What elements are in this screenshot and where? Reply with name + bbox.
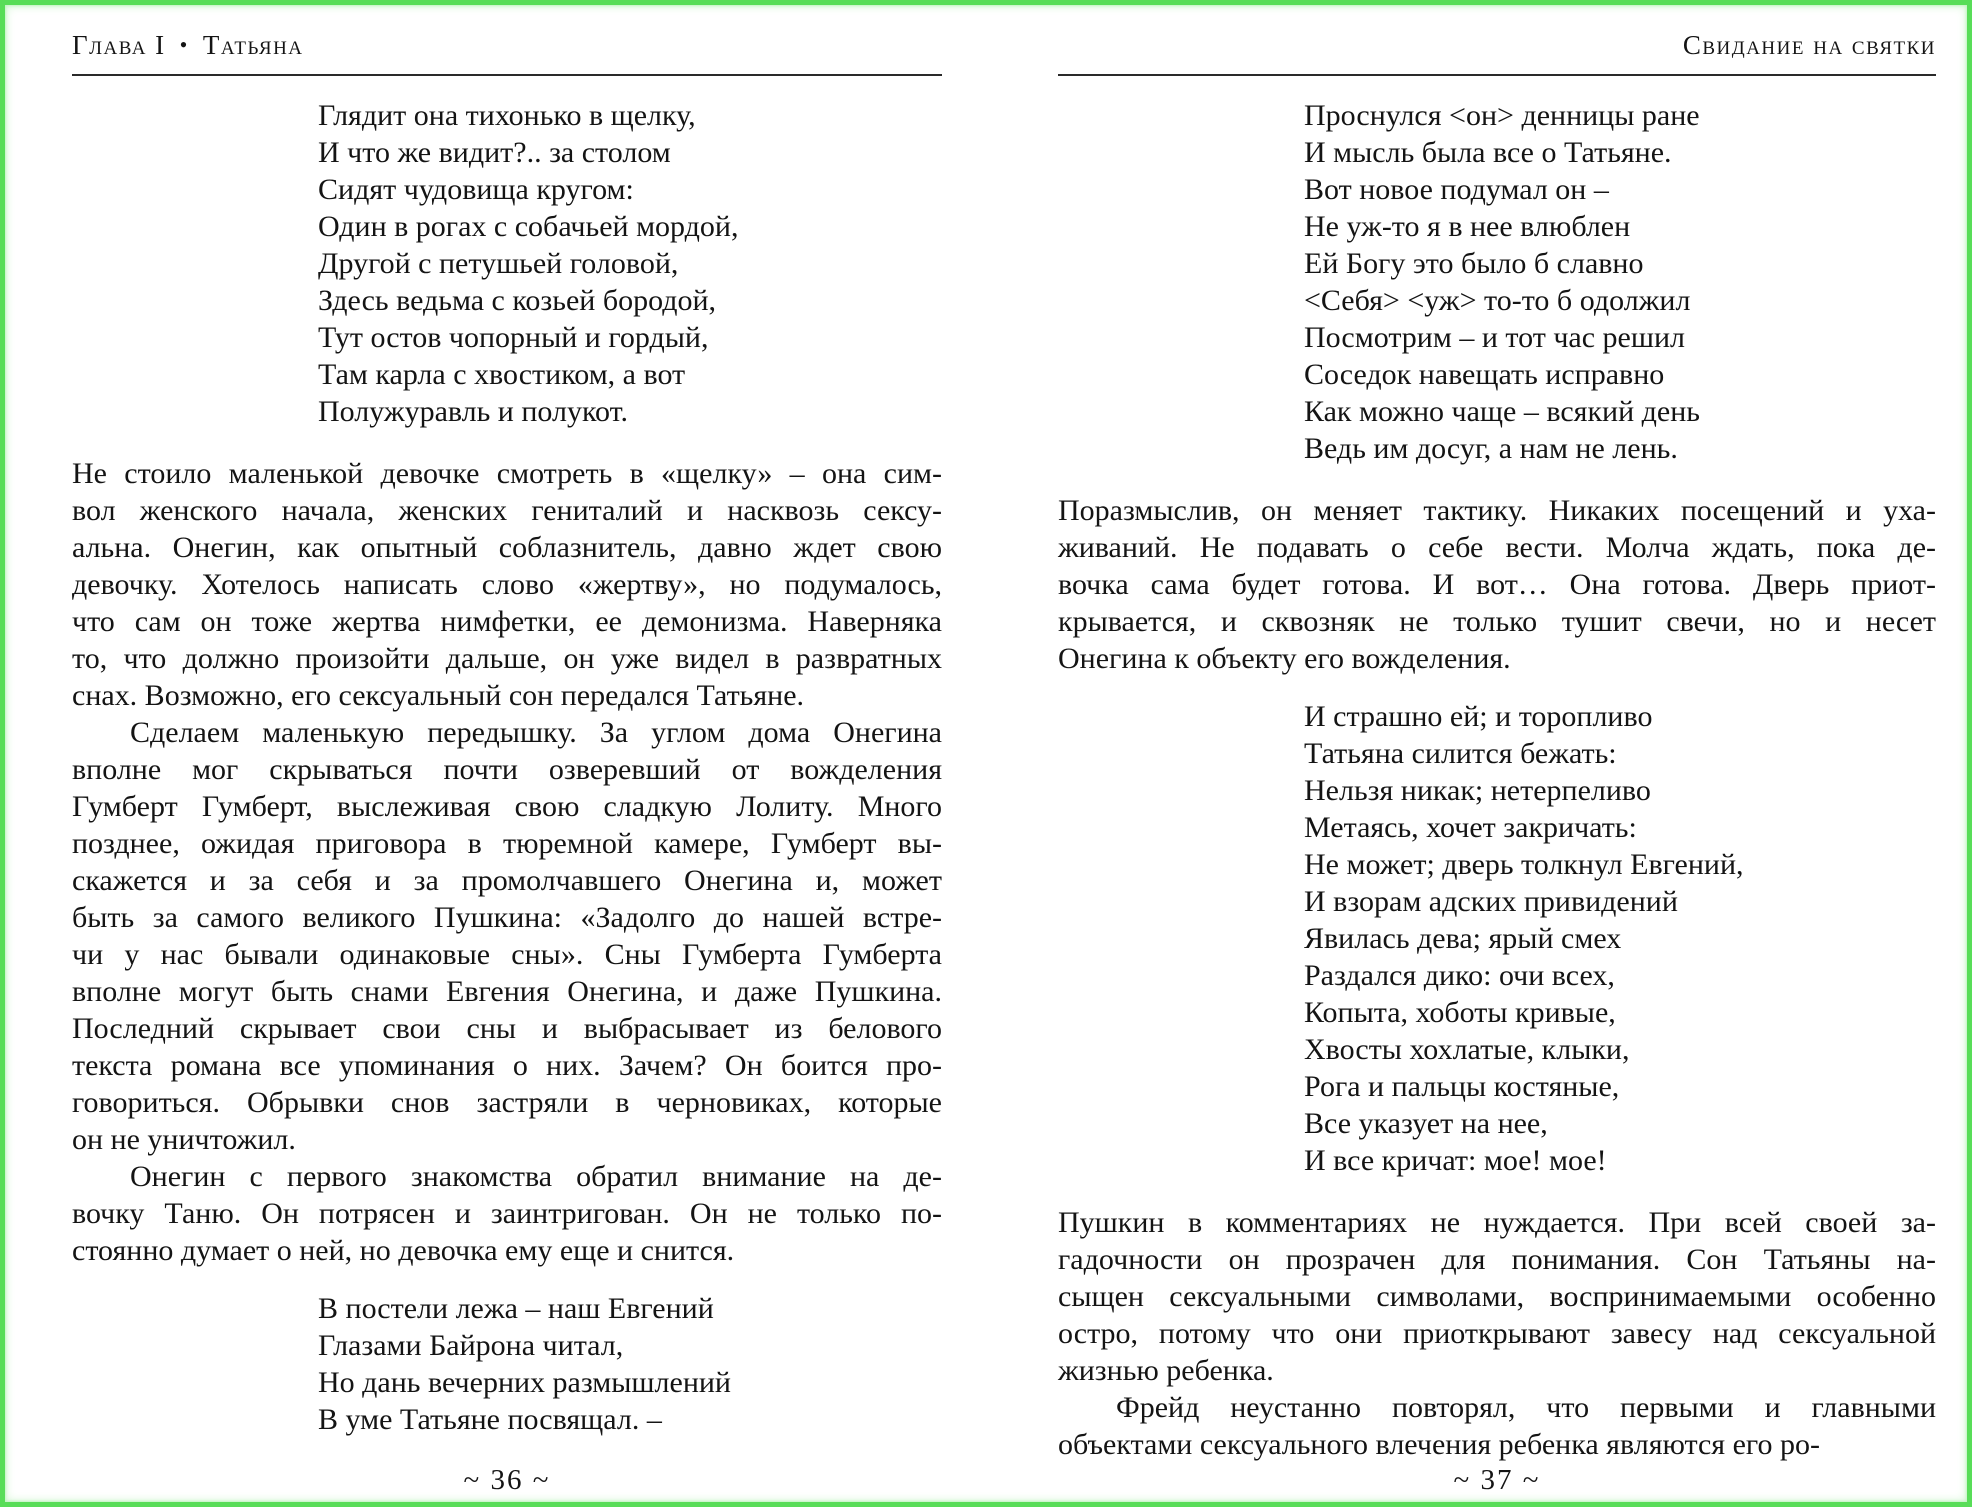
paragraph-commentary-5 <box>1058 1204 1936 1389</box>
text-line: объектами сексуального влечения ребенка являются его ро- <box>1058 1428 1820 1461</box>
paragraph-commentary-2 <box>72 714 942 1158</box>
text-line: Глазами Байрона читал, <box>318 1329 624 1362</box>
verse-block-prosnulsya <box>1058 97 1936 467</box>
text-line: Ей Богу это было б славно <box>1304 247 1644 280</box>
text-line: Не уж-то я в нее влюблен <box>1304 210 1631 243</box>
text-line: Рога и пальцы костяные, <box>1304 1070 1620 1103</box>
text-line: вол женского начала, женских гениталий и насквозь сексу- <box>72 494 942 527</box>
text-line: Не может; дверь толкнул Евгений, <box>1304 848 1744 881</box>
verse-block-monsters <box>72 97 942 430</box>
text-line: Здесь ведьма с козьей бородой, <box>318 284 717 317</box>
text-line: И взорам адских привидений <box>1304 885 1678 918</box>
text-line: говориться. Обрывки снов застряли в черновиках, которые <box>72 1086 942 1119</box>
paragraph-commentary-4 <box>1058 492 1936 677</box>
text-line: девочку. Хотелось написать слово «жертву», но подумалось, <box>72 568 942 601</box>
text-line: текста романа все упоминания о них. Зачем? Он боится про- <box>72 1049 942 1082</box>
text-line: Полужуравль и полукот. <box>318 395 629 428</box>
text-line: В уме Татьяне посвящал. – <box>318 1403 662 1436</box>
chapter-title: Татьяна <box>202 30 304 60</box>
text-line: Сделаем маленькую передышку. За углом дома Онегина <box>130 716 942 749</box>
text-line: Там карла с хвостиком, а вот <box>318 358 686 391</box>
text-line: Глядит она тихонько в щелку, <box>318 99 696 132</box>
text-line: <Себя> <уж> то-то б одолжил <box>1304 284 1691 317</box>
text-line: Проснулся <он> денницы ране <box>1304 99 1700 132</box>
text-line: Онегина к объекту его вожделения. <box>1058 642 1511 675</box>
text-line: вполне могут быть снами Евгения Онегина, и даже Пушкина. <box>72 975 942 1008</box>
text-line: Один в рогах с собачьей мордой, <box>318 210 739 243</box>
text-line: он не уничтожил. <box>72 1123 296 1156</box>
text-line: позднее, ожидая приговора в тюремной камере, Гумберт вы- <box>72 827 942 860</box>
page-number-left: ~ 36 ~ <box>463 1464 551 1496</box>
text-line: И страшно ей; и торопливо <box>1304 700 1653 733</box>
text-line: вочку Таню. Он потрясен и заинтригован. Он не только по- <box>72 1197 942 1230</box>
text-line: быть за самого великого Пушкина: «Задолго до нашей встре- <box>72 901 942 934</box>
text-line: В постели лежа – наш Евгений <box>318 1292 714 1325</box>
paragraph-commentary-1 <box>72 455 942 714</box>
text-line: что сам он тоже жертва нимфетки, ее демонизма. Наверняка <box>72 605 942 638</box>
verse-block-strashno <box>1058 698 1936 1179</box>
text-line: И мысль была все о Татьяне. <box>1304 136 1672 169</box>
text-line: то, что должно произойти дальше, он уже видел в развратных <box>72 642 942 675</box>
text-line: живаний. Не подавать о себе вести. Молча ждать, пока де- <box>1058 531 1936 564</box>
text-line: И что же видит?.. за столом <box>318 136 671 169</box>
text-line: снах. Возможно, его сексуальный сон передался Татьяне. <box>72 679 805 712</box>
text-line: Соседок навещать исправно <box>1304 358 1665 391</box>
text-line: Гумберт Гумберт, выслеживая свою сладкую Лолиту. Много <box>72 790 942 823</box>
text-line: скажется и за себя и за промолчавшего Онегина и, может <box>72 864 942 897</box>
text-line: Посмотрим – и тот час решил <box>1304 321 1685 354</box>
text-line: остро, потому что они приоткрывают завесу над сексуальной <box>1058 1317 1936 1350</box>
paragraph-commentary-3 <box>72 1158 942 1269</box>
text-line: гадочности он прозрачен для понимания. Сон Татьяны на- <box>1058 1243 1936 1276</box>
text-line: чи у нас бывали одинаковые сны». Сны Гумберта Гумберта <box>72 938 942 971</box>
text-line: альна. Онегин, как опытный соблазнитель, давно ждет свою <box>72 531 942 564</box>
text-line: Как можно чаще – всякий день <box>1304 395 1700 428</box>
text-line: И все кричат: мое! мое! <box>1304 1144 1607 1177</box>
running-head-right <box>1058 30 1936 76</box>
text-line: Фрейд неустанно повторял, что первыми и главными <box>1116 1391 1936 1424</box>
text-line: Но дань вечерних размышлений <box>318 1366 731 1399</box>
text-line: крывается, и сквозняк не только тушит свечи, но и несет <box>1058 605 1936 638</box>
text-line: жизнью ребенка. <box>1058 1354 1274 1387</box>
text-line: стоянно думает о ней, но девочка ему еще и снится. <box>72 1234 735 1267</box>
text-line: Другой с петушьей головой, <box>318 247 679 280</box>
text-line: Тут остов чопорный и гордый, <box>318 321 709 354</box>
text-line: Сидят чудовища кругом: <box>318 173 634 206</box>
text-line: Последний скрывает свои сны и выбрасывает из белового <box>72 1012 942 1045</box>
text-line: сыщен сексуальными символами, воспринимаемыми особенно <box>1058 1280 1936 1313</box>
page-left <box>72 30 942 1496</box>
text-line: Пушкин в комментариях не нуждается. При всей своей за- <box>1058 1206 1936 1239</box>
text-line: Онегин с первого знакомства обратил внимание на де- <box>130 1160 942 1193</box>
text-line: Явилась дева; ярый смех <box>1304 922 1622 955</box>
verse-block-evgeniy-bed <box>72 1290 942 1438</box>
text-line: Раздался дико: очи всех, <box>1304 959 1615 992</box>
text-line: Ведь им досуг, а нам не лень. <box>1304 432 1678 465</box>
text-line: Вот новое подумал он – <box>1304 173 1609 206</box>
text-line: Копыта, хоботы кривые, <box>1304 996 1616 1029</box>
chapter-label: Глава I <box>72 30 166 60</box>
paragraph-commentary-6 <box>1058 1389 1936 1463</box>
text-line: Поразмыслив, он меняет тактику. Никаких посещений и уха- <box>1058 494 1936 527</box>
text-line: Не стоило маленькой девочке смотреть в «щелку» – она сим- <box>72 457 942 490</box>
text-line: Все указует на нее, <box>1304 1107 1548 1140</box>
header-separator-bullet: • <box>179 32 189 57</box>
page-right <box>1058 30 1936 1496</box>
running-head-left <box>72 30 942 76</box>
text-line: вочка сама будет готова. И вот… Она готова. Дверь приот- <box>1058 568 1936 601</box>
page-number-right: ~ 37 ~ <box>1453 1464 1541 1496</box>
text-line: вполне мог скрываться почти озверевший от вожделения <box>72 753 942 786</box>
text-line: Метаясь, хочет закричать: <box>1304 811 1637 844</box>
text-line: Хвосты хохлатые, клыки, <box>1304 1033 1630 1066</box>
text-line: Нельзя никак; нетерпеливо <box>1304 774 1651 807</box>
section-title: Свидание на святки <box>1682 30 1936 60</box>
text-line: Татьяна силится бежать: <box>1304 737 1617 770</box>
